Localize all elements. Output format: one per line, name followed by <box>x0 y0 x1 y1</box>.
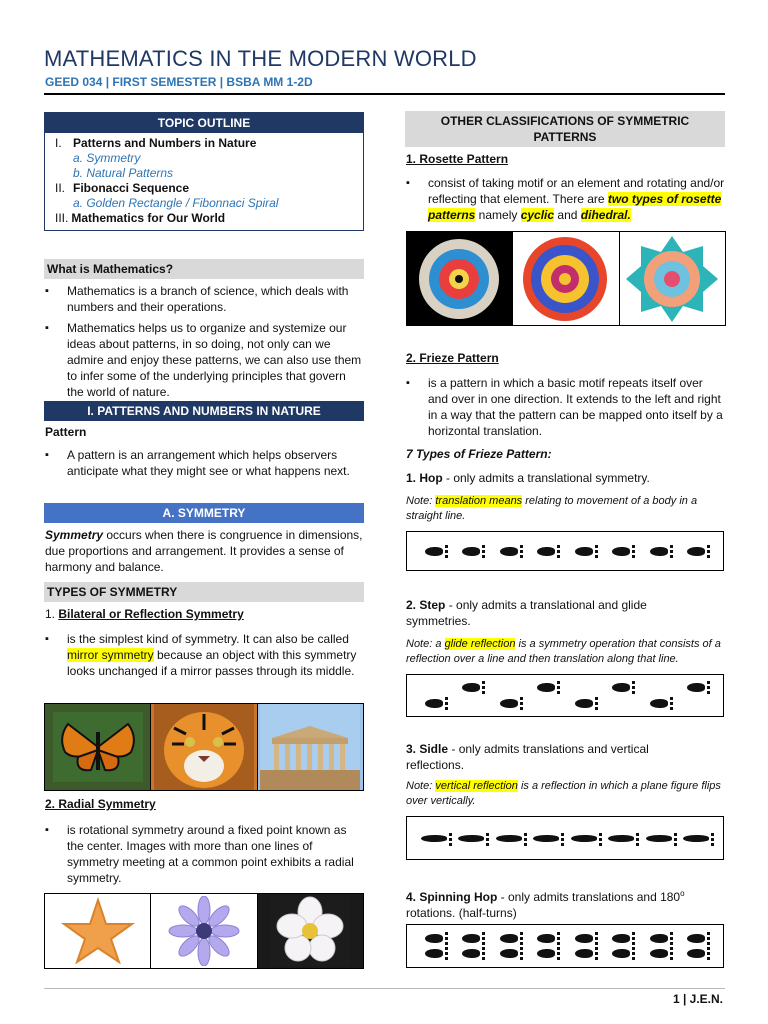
rosette-and: and <box>554 208 581 222</box>
bullet-item: ▪ Mathematics is a branch of science, which deals with numbers and their operations. <box>44 283 364 315</box>
footprint-icon <box>537 547 555 556</box>
rosette-image-row <box>406 231 726 326</box>
footprint-icon <box>500 949 518 958</box>
tiger-icon <box>154 704 254 790</box>
glide-reflection-highlight: glide reflection <box>444 638 516 650</box>
sidle-label: 3. Sidle <box>406 742 449 756</box>
butterfly-icon <box>53 712 143 782</box>
footprint-icon <box>575 699 593 708</box>
footprint-icon <box>687 934 705 943</box>
outline-label: Patterns and Numbers in Nature <box>73 136 257 150</box>
mirror-symmetry-highlight: mirror symmetry <box>67 648 154 662</box>
rosette-highlight-dihedral: dihedral. <box>580 208 631 222</box>
footprint-icon <box>421 835 447 842</box>
footprint-icon <box>687 683 705 692</box>
footprint-pair <box>462 934 480 958</box>
spin-text: - only admits translations and 180 <box>497 890 681 904</box>
rosette-cyclic-icon <box>412 234 507 324</box>
outline-sub-item: b. Natural Patterns <box>73 166 174 180</box>
footprint-pair <box>612 934 630 958</box>
hop-line <box>406 470 726 486</box>
spin-text2: rotations. (half-turns) <box>406 906 517 920</box>
spinning-hop-line <box>406 886 726 921</box>
sidle-footprint-strip <box>406 816 724 860</box>
footprint-icon <box>683 835 709 842</box>
footprint-icon <box>646 835 672 842</box>
tiger-image <box>151 704 257 790</box>
footprint-icon <box>537 683 555 692</box>
hop-label: 1. Hop <box>406 471 443 485</box>
white-flower-icon <box>270 896 350 966</box>
seven-types-heading: 7 Types of Frieze Pattern: <box>406 447 552 461</box>
bilateral-heading <box>45 606 244 622</box>
symmetry-term: Symmetry <box>45 528 104 542</box>
footprint-pair <box>500 934 518 958</box>
footprint-icon <box>500 934 518 943</box>
step-text: - only admits a translational and glide symmetries. <box>406 598 647 628</box>
hop-text: - only admits a translational symmetry. <box>442 471 650 485</box>
bullet-item: ▪ Mathematics helps us to organize and systemize our ideas about patterns, in so doing, not only can we admire and enjoy these patterns, we can also use them to infer some of the underlying principles that govern the world of nature. <box>44 320 364 400</box>
title-divider <box>44 93 725 95</box>
daisy-image <box>151 894 257 968</box>
daisy-icon <box>164 896 244 966</box>
degree-sign: o <box>680 889 685 898</box>
parthenon-icon <box>260 704 360 790</box>
symmetry-text: occurs when there is congruence in dimensions, due proportions and arrangement. It provides a sense of harmony and balance. <box>45 528 363 574</box>
section-heading-what-is-math: What is Mathematics? <box>44 259 364 279</box>
footprint-icon <box>425 547 443 556</box>
footprint-icon <box>612 949 630 958</box>
footprint-icon <box>575 934 593 943</box>
radial-image-row <box>44 893 364 969</box>
footprint-pair <box>425 934 443 958</box>
starfish-icon <box>58 896 138 966</box>
outline-num: I. <box>55 136 62 150</box>
note-pre: Note: a <box>406 638 445 650</box>
bilateral-post: because an object with this symmetry looks unchanged if a mirror passes through its middle. <box>67 648 357 678</box>
footprint-icon <box>425 934 443 943</box>
footprint-icon <box>571 835 597 842</box>
section-heading-other: OTHER CLASSIFICATIONS OF SYMMETRIC PATTERNS <box>405 111 725 147</box>
hop-footprint-strip <box>406 531 724 571</box>
bullet-item <box>405 175 725 223</box>
rosette-mandala-image <box>513 232 619 325</box>
outline-num: II. <box>55 181 66 195</box>
footprint-icon <box>650 547 668 556</box>
butterfly-image <box>45 704 151 790</box>
spinning-hop-footprint-strip <box>406 924 724 968</box>
page-title: MATHEMATICS IN THE MODERN WORLD <box>44 46 477 71</box>
step-footprint-strip <box>406 674 724 717</box>
page-subtitle: GEED 034 | FIRST SEMESTER | BSBA MM 1-2D <box>45 75 313 89</box>
footprint-icon <box>608 835 634 842</box>
topic-outline-heading: TOPIC OUTLINE <box>45 113 363 133</box>
bilateral-pre: is the simplest kind of symmetry. It can also be called <box>67 632 349 646</box>
footprint-icon <box>575 949 593 958</box>
footprint-icon <box>687 547 705 556</box>
footprint-icon <box>612 683 630 692</box>
footprint-pair <box>687 934 705 958</box>
rosette-heading: 1. Rosette Pattern <box>406 152 509 166</box>
rosette-mid: namely <box>475 208 521 222</box>
bullet-item: ▪ is rotational symmetry around a fixed point known as the center. Images with more than one lines of symmetry meeting at a common point exhibits a radial symmetry. <box>44 822 364 886</box>
footprint-icon <box>687 949 705 958</box>
sidle-line <box>406 741 706 773</box>
step-note <box>406 637 726 667</box>
section-heading-patterns: I. PATTERNS AND NUMBERS IN NATURE <box>44 401 364 421</box>
footprint-icon <box>500 547 518 556</box>
footprint-pair <box>650 934 668 958</box>
bullet-item: ▪ A pattern is an arrangement which helps observers anticipate what they might see or what happens next. <box>44 447 364 479</box>
footprint-icon <box>458 835 484 842</box>
note-pre: Note: <box>406 780 436 792</box>
note-post: is a symmetry operation that consists of a reflection over a line and then translation along that line. <box>406 638 721 665</box>
bilateral-image-row <box>44 703 364 791</box>
topic-outline-box <box>44 112 364 231</box>
step-label: 2. Step <box>406 598 446 612</box>
vertical-reflection-highlight: vertical reflection <box>435 780 518 792</box>
note-post: relating to movement of a body in a straight line. <box>406 495 698 522</box>
footprint-pair <box>537 934 555 958</box>
note-post: is a reflection in which a plane figure flips over vertically. <box>406 780 721 807</box>
step-line <box>406 597 706 629</box>
translation-highlight: translation means <box>435 495 523 507</box>
pattern-label: Pattern <box>45 425 87 439</box>
footprint-icon <box>650 699 668 708</box>
footprint-icon <box>500 699 518 708</box>
note-pre: Note: <box>406 495 436 507</box>
rosette-dihedral-icon <box>625 234 720 324</box>
topic-outline-body <box>45 133 363 230</box>
frieze-heading: 2. Frieze Pattern <box>406 351 499 365</box>
spinning-hop-label: 4. Spinning Hop <box>406 890 498 904</box>
bilateral-num: 1. <box>45 607 59 621</box>
starfish-image <box>45 894 151 968</box>
outline-label: Mathematics for Our World <box>71 211 226 225</box>
footprint-icon <box>425 949 443 958</box>
rosette-cyclic-image <box>407 232 513 325</box>
rosette-dihedral-image <box>620 232 725 325</box>
outline-num: III. <box>55 211 69 225</box>
rosette-highlight-cyclic: cyclic <box>520 208 555 222</box>
footprint-icon <box>575 547 593 556</box>
outline-label: Fibonacci Sequence <box>73 181 190 195</box>
footprint-icon <box>650 934 668 943</box>
parthenon-image <box>258 704 363 790</box>
bullet-item <box>44 631 364 679</box>
outline-item-ii <box>55 181 353 196</box>
footprint-icon <box>462 683 480 692</box>
footprint-icon <box>612 934 630 943</box>
outline-sub-item: a. Golden Rectangle / Fibonnaci Spiral <box>73 196 279 210</box>
white-flower-image <box>258 894 363 968</box>
section-heading-symmetry: A. SYMMETRY <box>44 503 364 523</box>
outline-sub-item: a. Symmetry <box>73 151 141 165</box>
footprint-icon <box>650 949 668 958</box>
rosette-pre: consist of taking motif or an element and rotating and/or reflecting that element. There are <box>428 176 725 206</box>
footprint-icon <box>462 547 480 556</box>
rosette-highlight-types: two types of rosette patterns <box>428 192 722 222</box>
rosette-mandala-icon <box>518 234 613 324</box>
sidle-text: - only admits translations and vertical reflections. <box>406 742 649 772</box>
section-heading-types: TYPES OF SYMMETRY <box>44 582 364 602</box>
footprint-icon <box>462 949 480 958</box>
sidle-note <box>406 779 726 809</box>
bullet-item: ▪ is a pattern in which a basic motif repeats itself over and over in one direction. It extends to the left and right in a way that the pattern can be mapped onto itself by a horizontal translation. <box>405 375 725 439</box>
footprint-icon <box>533 835 559 842</box>
footprint-icon <box>537 949 555 958</box>
outline-item-i <box>55 136 353 151</box>
hop-note <box>406 494 726 524</box>
radial-heading: 2. Radial Symmetry <box>45 797 156 811</box>
bilateral-label: Bilateral or Reflection Symmetry <box>58 607 244 621</box>
footprint-icon <box>425 699 443 708</box>
outline-item-iii <box>55 211 353 226</box>
footer-divider <box>44 988 725 989</box>
page-number: 1 | J.E.N. <box>672 992 723 1006</box>
footprint-icon <box>496 835 522 842</box>
footprint-pair <box>575 934 593 958</box>
footprint-icon <box>612 547 630 556</box>
footprint-icon <box>462 934 480 943</box>
symmetry-definition <box>45 527 363 575</box>
footprint-icon <box>537 934 555 943</box>
